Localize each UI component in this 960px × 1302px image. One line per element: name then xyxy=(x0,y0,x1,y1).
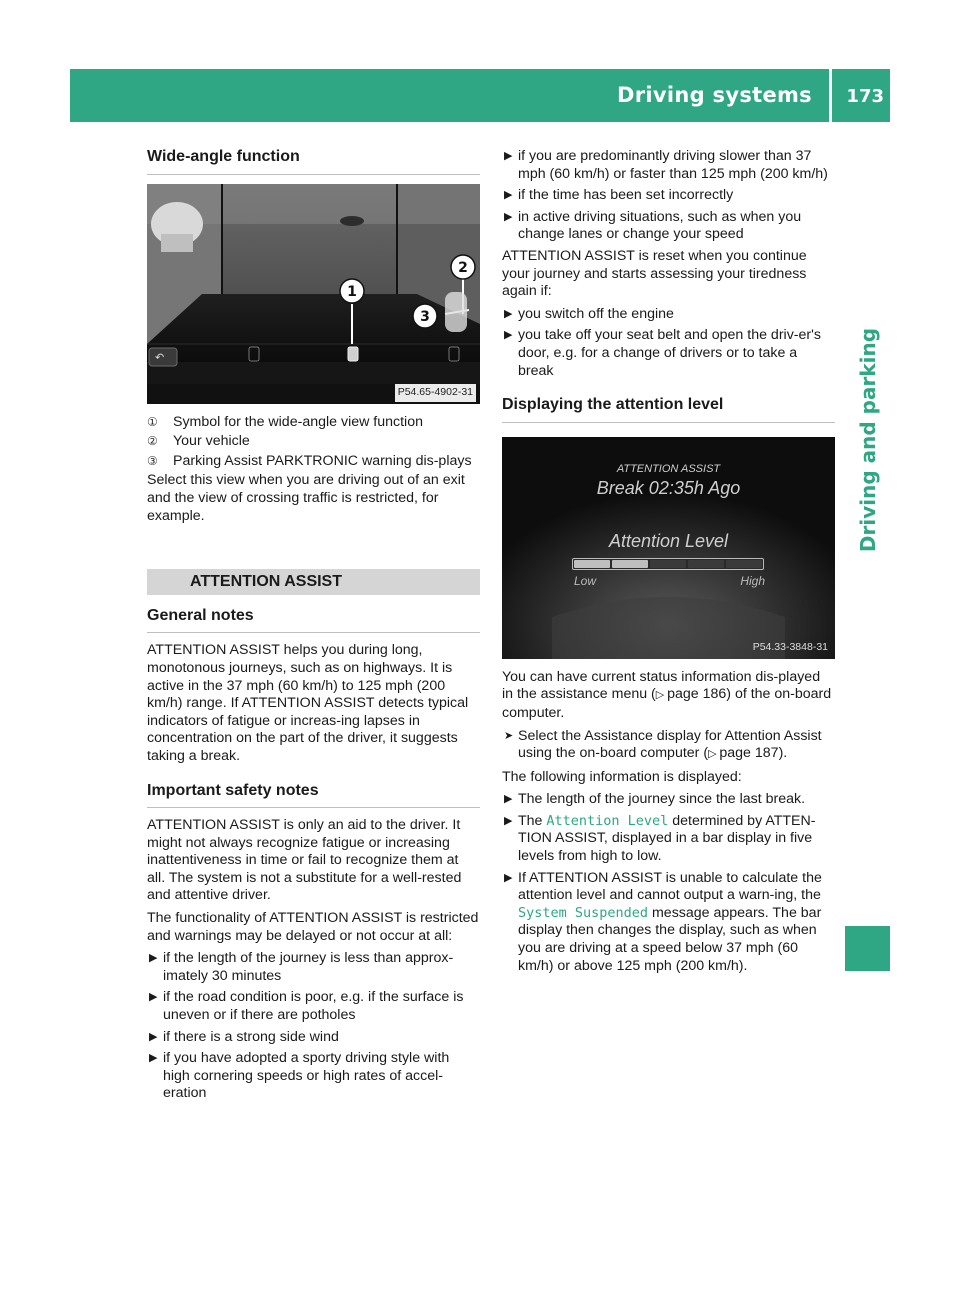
callout-number: ③ xyxy=(147,453,158,468)
legend-text: Symbol for the wide-angle view function xyxy=(173,413,423,430)
display-message-attention-level: Attention Level xyxy=(546,812,669,829)
svg-text:↶: ↶ xyxy=(155,350,165,364)
chapter-heading: ATTENTION ASSIST xyxy=(147,569,480,595)
side-chapter-marker xyxy=(845,926,890,971)
reset-list xyxy=(502,306,835,380)
page-ref-arrow-icon: ▷ xyxy=(708,748,717,761)
heading-wide-angle: Wide-angle function xyxy=(147,148,480,175)
displayed-info-list xyxy=(502,791,835,975)
legend-text: Parking Assist PARKTRONIC warning dis-plays xyxy=(173,452,472,469)
right-column xyxy=(502,148,835,979)
attention-level-bar xyxy=(572,558,764,570)
bullet-icon: ▶ xyxy=(504,189,513,202)
reset-text: ATTENTION ASSIST is reset when you continue your journey and starts assessing your tiredness again if: xyxy=(502,247,807,300)
bullet-icon: ▶ xyxy=(504,307,513,320)
bullet-icon: ▶ xyxy=(149,1030,158,1043)
bullet-icon: ▶ xyxy=(149,952,158,965)
list-item: ▶ if the time has been set incorrectly xyxy=(504,187,734,204)
figure-code: P54.33-3848-31 xyxy=(752,641,828,654)
callout-number: ② xyxy=(147,434,158,449)
attention-level-segment xyxy=(688,560,724,568)
page-ref-link[interactable]: page 187 xyxy=(719,745,779,762)
bullet-icon: ▶ xyxy=(504,814,513,827)
heading-display-attention: Displaying the attention level xyxy=(502,396,835,423)
list-item: ▶ if the road condition is poor, e.g. if the surface is uneven or if there are potholes xyxy=(149,989,464,1024)
page-number: 173 xyxy=(846,86,884,107)
list-item: ▶ you take off your seat belt and open the driv-er's door, e.g. for a change of drivers or to take a break xyxy=(504,327,821,379)
safety-text-2: The functionality of ATTENTION ASSIST is restricted and warnings may be delayed or not occur at all: xyxy=(147,910,479,944)
svg-text:2: 2 xyxy=(458,259,468,276)
screen-app-title: ATTENTION ASSIST xyxy=(616,462,721,475)
camera-view-image xyxy=(147,184,480,404)
figure-code: P54.65-4902-31 xyxy=(395,384,476,402)
heading-general-notes: General notes xyxy=(147,607,480,634)
list-item: ▶ you switch off the engine xyxy=(504,305,674,322)
action-step: ➤ Select the Assistance display for Attention Assist using the on-board computer (▷ page 187). xyxy=(504,727,822,762)
display-message-system-suspended: System Suspended xyxy=(518,904,649,921)
svg-text:3: 3 xyxy=(420,308,430,325)
restriction-list-continued xyxy=(502,148,835,244)
list-item: ▶ if you have adopted a sporty driving style with high cornering speeds or high rates of accel-eration xyxy=(149,1050,450,1102)
bullet-icon: ▶ xyxy=(504,793,513,806)
display-intro: You can have current status information dis-played in the assistance menu (▷ page 186) of the on-board computer. xyxy=(502,668,832,721)
wide-angle-description: Select this view when you are driving out of an exit and the view of crossing traffic is restricted, for example. xyxy=(147,472,465,524)
callout-number: ① xyxy=(147,414,158,429)
page-ref-arrow-icon: ▷ xyxy=(655,689,665,702)
attention-level-segment xyxy=(650,560,686,568)
action-arrow-icon: ➤ xyxy=(504,729,514,742)
legend-item xyxy=(147,433,480,451)
list-item: ▶ The Attention Level determined by ATTEN-TION ASSIST, displayed in a bar display in five levels from high to low. xyxy=(504,812,816,865)
restriction-list xyxy=(147,950,480,1103)
level-low-label: Low xyxy=(574,573,597,588)
page-header xyxy=(70,69,890,122)
level-high-label: High xyxy=(740,573,765,588)
legend-text: Your vehicle xyxy=(173,433,250,450)
list-item: ▶ The length of the journey since the last break. xyxy=(504,791,806,808)
bullet-icon: ▶ xyxy=(504,210,513,223)
list-item: ▶ if the length of the journey is less than approx-imately 30 minutes xyxy=(149,950,454,984)
screen-break-status: Break 02:35h Ago xyxy=(596,477,741,498)
bullet-icon: ▶ xyxy=(149,991,158,1004)
list-item: ▶ if there is a strong side wind xyxy=(149,1028,339,1045)
legend-item xyxy=(147,414,480,432)
side-chapter-label: Driving and parking xyxy=(856,327,880,553)
legend-item xyxy=(147,453,480,471)
bullet-icon: ▶ xyxy=(504,871,513,884)
safety-text-1: ATTENTION ASSIST is only an aid to the driver. It might not always recognize fatigue or increasing inattentiveness in time or fail to recognize them at all. The system is not a substitute for a well-rested and attentive driver. xyxy=(147,817,462,904)
attention-display-figure xyxy=(502,437,835,659)
bullet-icon: ▶ xyxy=(504,329,513,342)
attention-level-segment xyxy=(612,560,648,568)
header-divider xyxy=(829,69,832,122)
bullet-icon: ▶ xyxy=(504,150,513,162)
section-title: Driving systems xyxy=(616,83,812,107)
attention-level-segment xyxy=(574,560,610,568)
svg-text:1: 1 xyxy=(347,283,357,300)
list-item: ▶ If ATTENTION ASSIST is unable to calculate the attention level and cannot output a warn-ing, the System Suspended message appears. The bar display then changes the display, such as when you are driving at a speed below 37 mph (60 km/h) or above 125 mph (200 km/h). xyxy=(504,869,822,974)
bullet-icon: ▶ xyxy=(149,1052,158,1065)
general-notes-text: ATTENTION ASSIST helps you during long, monotonous journeys, such as on highways. It is active in the 37 mph (60 km/h) to 125 mph (200 km/h) range. If ATTENTION ASSIST detects typical indicators of fatigue or increas-ing lapses in concentration on the part of the driver, it suggests taking a break. xyxy=(147,642,469,764)
list-item: ▶ if you are predominantly driving slower than 37 mph (60 km/h) or faster than 125 mph (200 km/h) xyxy=(504,148,828,182)
screen-level-title: Attention Level xyxy=(608,530,729,551)
wide-angle-camera-figure xyxy=(147,184,480,404)
attention-level-segment xyxy=(726,560,762,568)
left-column xyxy=(147,148,480,1107)
following-info: The following information is displayed: xyxy=(502,768,742,785)
page-ref-link[interactable]: page 186 xyxy=(667,686,727,703)
heading-safety-notes: Important safety notes xyxy=(147,782,480,809)
list-item: ▶ in active driving situations, such as when you change lanes or change your speed xyxy=(504,208,802,243)
